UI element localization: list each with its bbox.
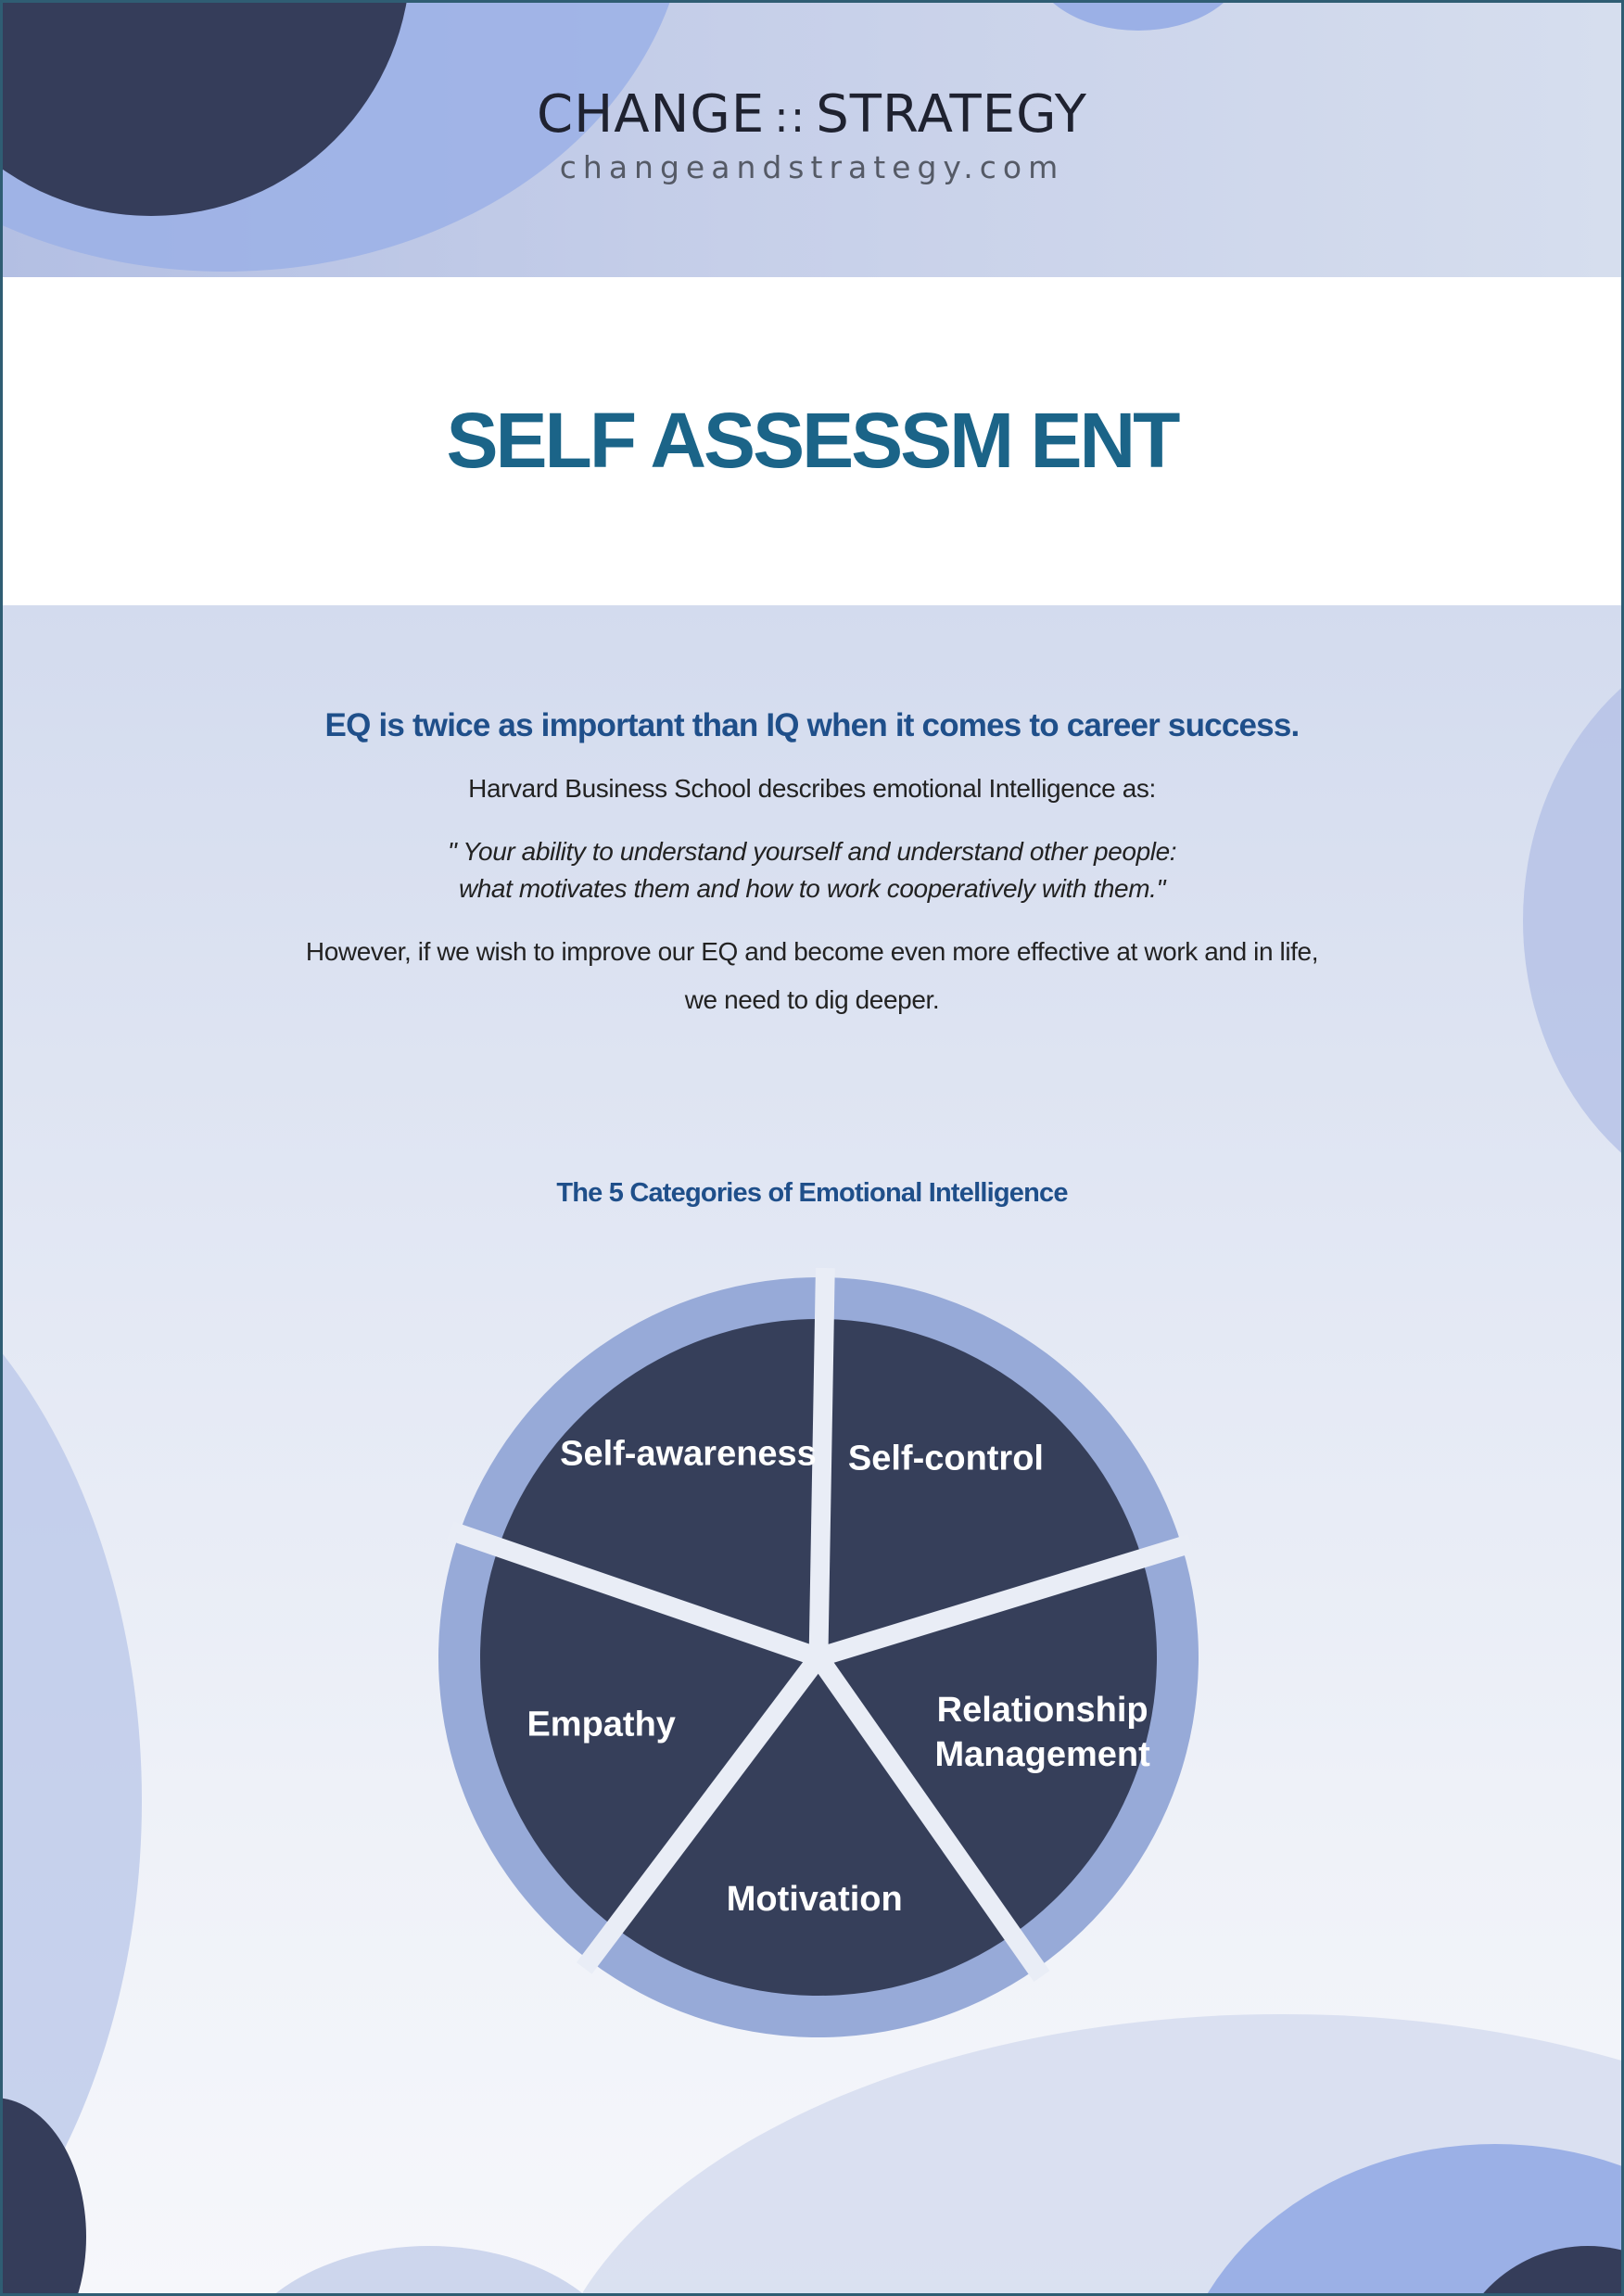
logo-website: changeandstrategy.com <box>559 149 1065 185</box>
intro-headline: EQ is twice as important than IQ when it comes to career success. <box>324 707 1300 743</box>
content-area <box>3 605 1621 2296</box>
intro-closing-line-2: we need to dig deeper. <box>684 985 940 1014</box>
eq-categories-wheel <box>3 1208 1621 2274</box>
wheel-divider <box>818 1268 825 1657</box>
wheel-label-line: Empathy <box>527 1705 676 1744</box>
wheel-label-line: Self-awareness <box>560 1434 817 1474</box>
logo-word-left: CHANGE <box>537 84 766 145</box>
page-title: SELF ASSESSM ENT <box>446 397 1178 484</box>
wheel-label <box>727 1880 903 1919</box>
intro-quote-line-1: " Your ability to understand yourself and understand other people: <box>447 837 1177 866</box>
logo-separator: :: <box>774 92 807 142</box>
title-band <box>3 277 1621 607</box>
wheel-label <box>527 1706 675 1744</box>
brand-logo <box>3 84 1621 188</box>
header-banner <box>3 3 1621 277</box>
intro-source-line: Harvard Business School describes emotional Intelligence as: <box>468 774 1156 803</box>
wheel-label-line: Relationship <box>936 1690 1148 1730</box>
wheel-segments <box>438 1268 1199 2037</box>
logo-wordmark <box>3 84 1621 147</box>
wheel-label <box>560 1434 817 1473</box>
wheel-label-line: Self-control <box>847 1439 1045 1478</box>
logo-word-right: STRATEGY <box>816 84 1087 145</box>
wheel-label-line: Management <box>934 1734 1150 1774</box>
wheel-label <box>848 1439 1044 1478</box>
decor-circle-small <box>1032 3 1245 31</box>
chart-title: The 5 Categories of Emotional Intelligence <box>556 1178 1068 1208</box>
intro-quote-line-2: what motivates them and how to work cooperatively with them." <box>458 874 1166 903</box>
intro-closing-line-1: However, if we wish to improve our EQ and become even more effective at work and in life, <box>305 937 1319 966</box>
wheel-label-line: Motivation <box>726 1879 903 1919</box>
